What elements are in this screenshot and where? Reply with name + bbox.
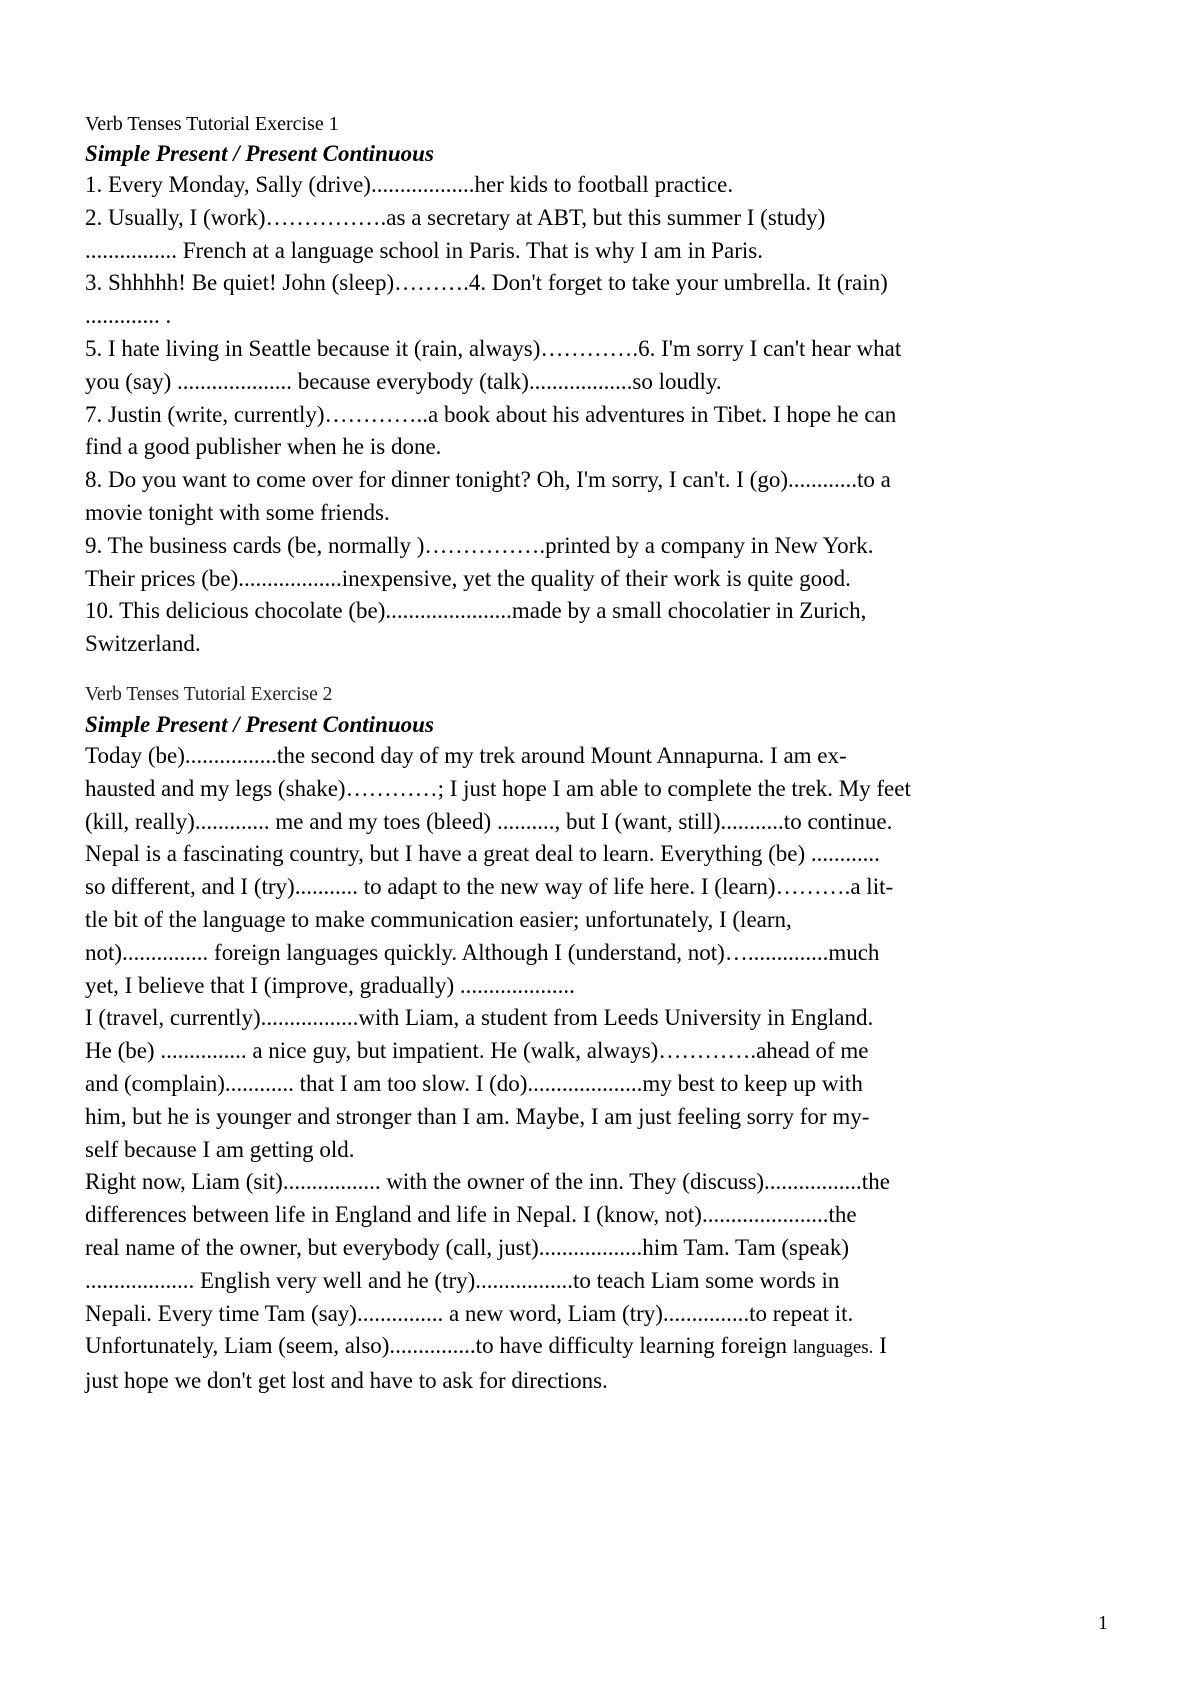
text-line: 3. Shhhhh! Be quiet! John (sleep)……….4. Don't forget to take your umbrella. It (rain) <box>85 270 888 296</box>
text-line: 7. Justin (write, currently)…………..a book about his adventures in Tibet. I hope he can <box>85 401 897 427</box>
text-line: 1. Every Monday, Sally (drive)..................her kids to football practice. <box>85 172 734 197</box>
text-line: ................... English very well and he (try).................to teach Liam some words in <box>85 1267 840 1293</box>
text-line: him, but he is younger and stronger than I am. Maybe, I am just feeling sorry for my- <box>85 1103 870 1129</box>
text-line: (kill, really)............. me and my toes (bleed) .........., but I (want, still)...........to continue. <box>85 808 893 834</box>
text-line: tle bit of the language to make communication easier; unfortunately, I (learn, <box>85 906 792 932</box>
text-line: 5. I hate living in Seattle because it (rain, always)………….6. I'm sorry I can't hear what <box>85 335 902 361</box>
text-line: movie tonight with some friends. <box>85 499 390 525</box>
exercise-1-title: Verb Tenses Tutorial Exercise 1 <box>85 113 339 135</box>
text-line: hausted and my legs (shake)…………; I just hope I am able to complete the trek. My feet <box>85 775 911 801</box>
text-line: 2. Usually, I (work)…………….as a secretary at ABT, but this summer I (study) <box>85 204 826 230</box>
text-line: He (be) ............... a nice guy, but impatient. He (walk, always)………….ahead of me <box>85 1038 869 1064</box>
text-line: 9. The business cards (be, normally )…………….printed by a company in New York. <box>85 532 874 558</box>
exercise-2-subtitle: Simple Present / Present Continuous <box>85 711 434 737</box>
text-line: find a good publisher when he is done. <box>85 434 442 460</box>
text-line: ................ French at a language school in Paris. That is why I am in Paris. <box>85 237 763 263</box>
text-line: yet, I believe that I (improve, gradually) .................... <box>85 972 575 998</box>
text-line: Nepali. Every time Tam (say)............... a new word, Liam (try)...............to repeat it. <box>85 1300 854 1326</box>
text-line: ............. . <box>85 303 172 329</box>
text-line: just hope we don't get lost and have to ask for directions. <box>85 1368 608 1394</box>
text-line: 8. Do you want to come over for dinner tonight? Oh, I'm sorry, I can't. I (go)............to a <box>85 467 891 493</box>
text-line: I (travel, currently).................with Liam, a student from Leeds University in England. <box>85 1005 874 1031</box>
text-line: Switzerland. <box>85 631 201 657</box>
text-line: self because I am getting old. <box>85 1136 355 1162</box>
text-line: so different, and I (try)........... to adapt to the new way of life here. I (learn)……….a lit- <box>85 874 894 900</box>
text-line: and (complain)............ that I am too slow. I (do)....................my best to keep up with <box>85 1070 863 1096</box>
exercise-2-title: Verb Tenses Tutorial Exercise 2 <box>85 683 333 705</box>
text-line: differences between life in England and life in Nepal. I (know, not)......................the <box>85 1202 857 1228</box>
text-line: not)............... foreign languages quickly. Although I (understand, not)…..............much <box>85 939 880 965</box>
exercise-2 <box>85 681 1120 1398</box>
exercise-1-subtitle: Simple Present / Present Continuous <box>85 141 434 166</box>
text-segment: I <box>873 1333 887 1359</box>
text-line: Today (be)................the second day of my trek around Mount Annapurna. I am ex- <box>85 742 847 768</box>
text-line: Nepal is a fascinating country, but I have a great deal to learn. Everything (be) ............ <box>85 841 880 867</box>
text-line: you (say) .................... because everybody (talk)..................so loudly. <box>85 368 722 394</box>
text-line: Right now, Liam (sit)................. with the owner of the inn. They (discuss).................the <box>85 1169 890 1195</box>
document-content <box>85 110 1120 1398</box>
text-line: 10. This delicious chocolate (be)......................made by a small chocolatier in Zurich, <box>85 598 867 624</box>
text-line: real name of the owner, but everybody (call, just)..................him Tam. Tam (speak) <box>85 1234 850 1260</box>
text-line-mixed <box>85 1330 1120 1365</box>
exercise-1 <box>85 110 1120 661</box>
page-number: 1 <box>1098 1612 1108 1634</box>
text-line: Their prices (be)..................inexpensive, yet the quality of their work is quite good. <box>85 565 851 591</box>
text-segment: Unfortunately, Liam (seem, also)...............to have difficulty learning foreign <box>85 1333 793 1359</box>
text-segment-small: languages. <box>792 1337 874 1359</box>
